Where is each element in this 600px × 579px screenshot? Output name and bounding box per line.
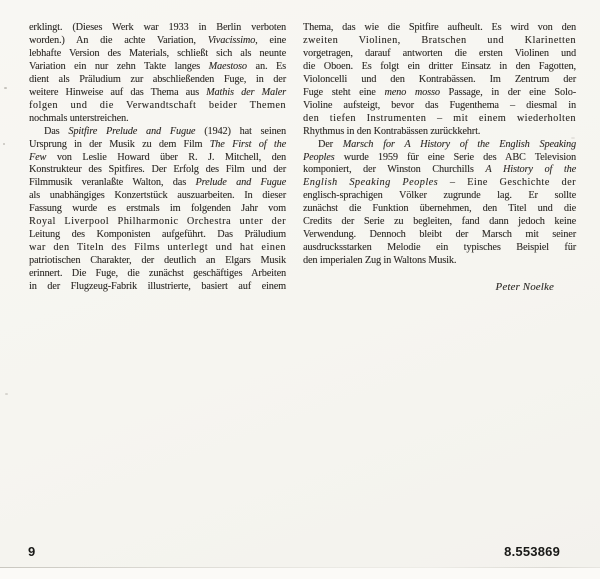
text-line [303, 48, 576, 61]
text-run: Fassung wurde es erstmals im folgenden Jahr vom [29, 203, 286, 215]
text-line [303, 216, 576, 229]
italic-text-run: Spitfire Prelude and Fugue [68, 125, 196, 137]
text-line [303, 61, 576, 74]
italic-text-run: The First of the [209, 138, 286, 150]
italic-text-run: Mathis der Maler [206, 86, 286, 98]
text-line [29, 126, 286, 139]
text-line [29, 164, 286, 177]
text-run: zweiten Violinen, Bratschen und Klarinetten [303, 34, 576, 46]
text-line [29, 74, 286, 87]
text-line [303, 113, 576, 126]
text-run: Credits der Serie zu begleiten, fand dann jedoch keine [303, 216, 576, 228]
text-run: lebhafte Version des Materials, schließt sich als neunte [29, 47, 286, 59]
italic-text-run: Prelude and Fugue [195, 177, 287, 189]
left-column [29, 22, 286, 294]
text-line [303, 100, 576, 113]
text-run: den imperialen Zug in Waltons Musik. [303, 255, 457, 267]
text-run: Leitung des Komponisten aufgeführt. Das Präludium [29, 229, 286, 241]
text-run: den tiefen Instrumenten – mit einem wiederholten [303, 112, 576, 124]
italic-text-run: A History of the [485, 164, 576, 176]
text-run: Rhythmus in den Kontrabässen zurückkehrt. [303, 125, 481, 137]
text-run: Thema, das wie die Spitfire aufheult. Es wird von den [303, 22, 576, 33]
text-line [303, 255, 576, 268]
author-credit: Peter Noelke [495, 281, 554, 294]
text-run: Verwendung. Dennoch bleibt der Marsch mit seiner [303, 229, 576, 241]
text-line [29, 87, 286, 100]
text-line [303, 164, 576, 177]
page-edge-area [0, 568, 600, 579]
text-line [29, 190, 286, 203]
text-line [29, 229, 286, 242]
text-line [303, 139, 576, 152]
italic-text-run: Marsch for A History of the English Speaking [342, 138, 576, 150]
text-run: Konstrukteur des Spitfires. Der Erfolg des Film und der [29, 164, 286, 176]
text-run: Passage, in der eine Solo- [439, 86, 577, 98]
text-run: in der Flugzeug-Fabrik illustrierte, basiert auf einem [29, 281, 286, 293]
text-run: Royal Liverpool Philharmonic Orchestra unter der [29, 216, 286, 228]
italic-text-run: Maestoso [208, 60, 247, 72]
italic-text-run: Peoples [303, 151, 335, 163]
text-run: Variation ein nur zehn Takte langes [29, 60, 209, 72]
text-line [303, 242, 576, 255]
text-run: Violine aufsteigt, bevor das Fugenthema – diesmal in [303, 99, 576, 111]
text-run: (1942) hat seinen [195, 125, 286, 137]
text-line [303, 229, 576, 242]
text-line [303, 190, 576, 203]
text-line [303, 35, 576, 48]
text-run: zunächst die Funktion übernehmen, den Titel und die [303, 203, 576, 215]
text-run: komponiert, der Winston Churchills [303, 164, 486, 176]
text-line [303, 74, 576, 87]
page-number: 9 [28, 544, 36, 559]
italic-text-run: Few [29, 151, 47, 163]
scan-speck [5, 393, 8, 395]
paragraph [29, 22, 286, 126]
text-run: englisch-sprachigen Völker zugrunde lag. Er sollte [303, 190, 576, 202]
text-line [29, 281, 286, 294]
text-line [303, 22, 576, 35]
text-run: ausdrucksstarken Melodie ein typisches Beispiel für [303, 242, 576, 254]
scan-speck [4, 87, 7, 89]
text-line [29, 268, 286, 281]
right-column [303, 22, 576, 294]
text-line [29, 113, 286, 126]
text-line [29, 242, 286, 255]
text-run: folgen und die Verwandtschaft beider Themen [29, 99, 286, 111]
text-run: Ursprung in der Musik zu dem Film [29, 138, 210, 150]
text-run: , eine [255, 34, 286, 46]
text-line [29, 255, 286, 268]
text-line [303, 126, 576, 139]
text-line [303, 87, 576, 100]
text-line [29, 61, 286, 74]
text-run: – Eine Geschichte der [438, 177, 576, 189]
text-line [29, 22, 286, 35]
right-column-text [303, 22, 576, 268]
text-run: Fuge steht eine [303, 86, 385, 98]
paragraph [29, 126, 286, 294]
text-run: die Oboen. Es folgt ein dritter Einsatz in den Fagotten, [303, 60, 576, 72]
text-run: patriotischen Charakter, der deutlich an Elgars Musik [29, 255, 286, 267]
paragraph [303, 22, 576, 139]
scan-speck [571, 137, 575, 139]
text-run: weitere Hinweise auf das Thema aus [29, 86, 207, 98]
text-run: wurde 1959 für eine Serie des ABC Television [334, 151, 576, 163]
paragraph [303, 139, 576, 269]
text-line [29, 152, 286, 165]
text-run: Das [44, 125, 69, 137]
text-run: dient als Präludium zur abschließenden Fuge, in der [29, 73, 286, 85]
text-line [29, 100, 286, 113]
italic-text-run: English Speaking Peoples [303, 177, 439, 189]
text-run: nochmals unterstreichen. [29, 112, 129, 124]
catalog-number: 8.553869 [504, 544, 560, 559]
text-line [29, 203, 286, 216]
text-line [303, 203, 576, 216]
text-line [29, 139, 286, 152]
italic-text-run: meno mosso [384, 86, 440, 98]
text-run: an. Es [246, 60, 286, 72]
left-column-text [29, 22, 286, 294]
text-run: Der [318, 138, 343, 150]
text-line [29, 35, 286, 48]
text-line [29, 48, 286, 61]
text-line [303, 177, 576, 190]
text-line [29, 216, 286, 229]
italic-text-run: Vivacissimo [207, 34, 256, 46]
text-run: als unabhängiges Konzertstück auszuarbeiten. In dieser [29, 190, 286, 202]
text-run: worden.) An die achte Variation, [29, 34, 208, 46]
text-run: erinnert. Die Fuge, die zunächst geschäftiges Arbeiten [29, 268, 286, 280]
text-run: vorgetragen, darauf antworten die ersten Violinen und [303, 47, 576, 59]
text-line [29, 177, 286, 190]
scan-speck [3, 143, 5, 145]
text-run: Violoncelli und den Kontrabässen. Im Zentrum der [303, 73, 576, 85]
text-run: war den Titeln des Films unterlegt und hat einen [29, 242, 286, 254]
text-run: von Leslie Howard über R. J. Mitchell, den [46, 151, 286, 163]
text-run: Filmmusik veranlaßte Walton, das [29, 177, 196, 189]
text-run: erklingt. (Dieses Werk war 1933 in Berlin verboten [29, 22, 286, 33]
text-line [303, 152, 576, 165]
